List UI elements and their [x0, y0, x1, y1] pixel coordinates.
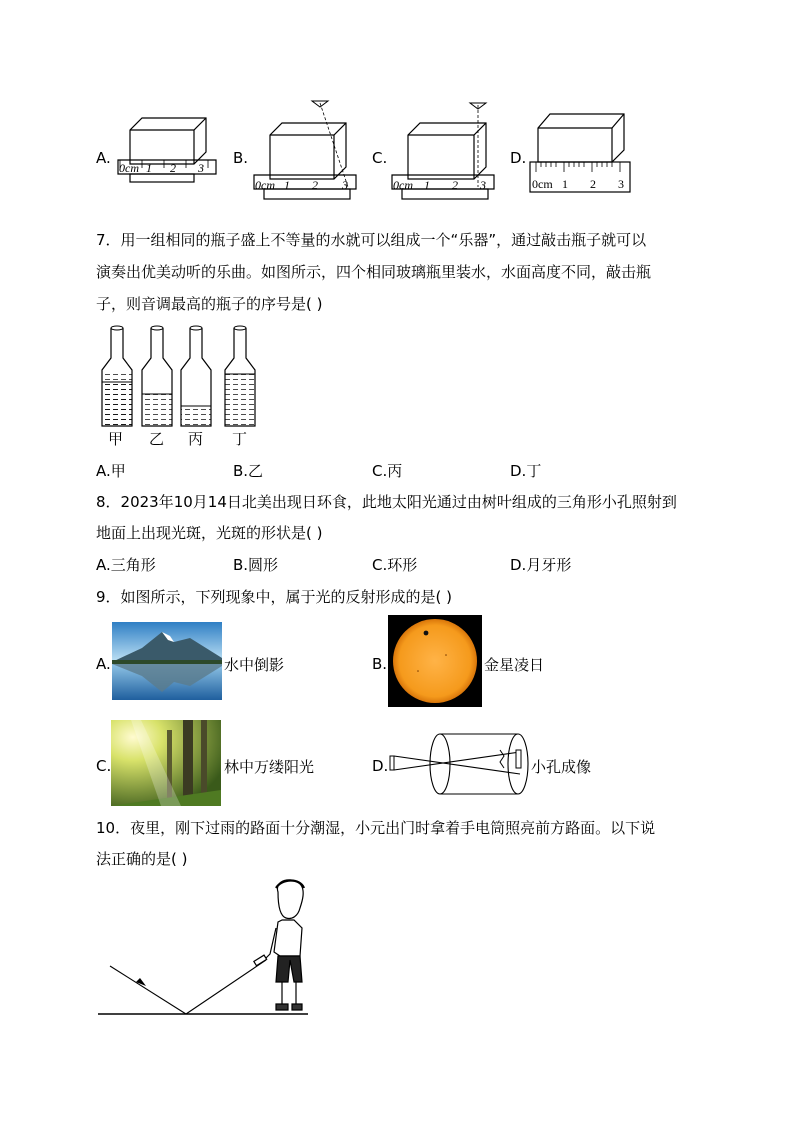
q6-c-tick-3: 3: [480, 178, 486, 192]
q8-stem-line2: 地面上出现光斑，光斑的形状是( ): [96, 524, 323, 542]
q9-image-venus-transit: [388, 615, 482, 707]
q9-option-c-label: C.: [96, 757, 112, 775]
q6-a-tick-1: 1: [146, 161, 152, 175]
q9-image-forest-light: [111, 720, 221, 806]
q6-c-tick-0: 0cm: [393, 178, 413, 192]
q7-stem-line1: 7．用一组相同的瓶子盛上不等量的水就可以组成一个“乐器”，通过敲击瓶子就可以: [96, 231, 647, 249]
bottle-label-yi: 乙: [149, 430, 165, 448]
q7-choice-d[interactable]: D.丁: [510, 462, 542, 480]
q6-d-tick-2: 2: [590, 177, 596, 191]
q6-option-d-label: D.: [510, 149, 527, 167]
q9-caption-c: 林中万缕阳光: [224, 758, 315, 776]
q6-b-tick-1: 1: [284, 178, 290, 192]
q6-figure-d: [526, 108, 636, 200]
q9-option-a-label: A.: [96, 655, 111, 673]
reflected-ray: [110, 966, 186, 1014]
q7-choice-b[interactable]: B.乙: [233, 462, 264, 480]
q6-b-tick-2: 2: [312, 178, 318, 192]
q6-a-tick-2: 2: [170, 161, 176, 175]
q6-c-tick-1: 1: [424, 178, 430, 192]
q6-a-tick-3: 3: [198, 161, 204, 175]
q9-caption-d: 小孔成像: [531, 758, 592, 776]
q9-image-pinhole-camera: [388, 730, 530, 802]
q8-choice-a[interactable]: A.三角形: [96, 556, 156, 574]
q8-choice-c[interactable]: C.环形: [372, 556, 418, 574]
q6-d-tick-1: 1: [562, 177, 568, 191]
q7-choice-c[interactable]: C.丙: [372, 462, 403, 480]
q6-b-tick-0: 0cm: [255, 178, 275, 192]
q8-choice-b[interactable]: B.圆形: [233, 556, 279, 574]
bottle-jia: [102, 326, 132, 426]
q7-bottles-figure: [96, 322, 266, 450]
q6-figure-b: [248, 95, 363, 215]
q6-option-c-label: C.: [372, 149, 388, 167]
q7-choice-a[interactable]: A.甲: [96, 462, 126, 480]
q9-option-d-label: D.: [372, 757, 389, 775]
person-with-flashlight: [254, 880, 304, 1010]
q6-c-tick-2: 2: [452, 178, 458, 192]
q9-caption-a: 水中倒影: [224, 656, 285, 674]
q6-d-tick-3: 3: [618, 177, 624, 191]
q7-stem-line2: 演奏出优美动听的乐曲。如图所示，四个相同玻璃瓶里装水，水面高度不同，敲击瓶: [96, 263, 652, 281]
q6-d-tick-0: 0cm: [532, 177, 553, 191]
q7-stem-line3: 子，则音调最高的瓶子的序号是( ): [96, 295, 323, 313]
bottle-ding: [225, 326, 255, 426]
q9-option-b-label: B.: [372, 655, 388, 673]
q9-image-reflection: [112, 622, 222, 700]
q6-b-tick-3: 3: [342, 178, 348, 192]
q9-caption-b: 金星凌日: [484, 656, 545, 674]
q6-figure-a: [112, 112, 222, 202]
q6-a-tick-0: 0cm: [119, 161, 139, 175]
bottle-label-jia: 甲: [108, 430, 124, 448]
reflected-ray-arrow: [136, 978, 146, 986]
q8-choice-d[interactable]: D.月牙形: [510, 556, 572, 574]
q10-stem-line2: 法正确的是( ): [96, 850, 188, 868]
q6-option-b-label: B.: [233, 149, 249, 167]
bottle-bing: [181, 326, 211, 426]
q6-option-a-label: A.: [96, 149, 111, 167]
q8-stem-line1: 8．2023年10月14日北美出现日环食，此地太阳光通过由树叶组成的三角形小孔照射到: [96, 493, 677, 511]
bottle-label-bing: 丙: [188, 430, 204, 448]
q6-figure-c: [386, 95, 501, 215]
q9-stem: 9．如图所示，下列现象中，属于光的反射形成的是( ): [96, 588, 453, 606]
q10-stem-line1: 10．夜里，刚下过雨的路面十分潮湿，小元出门时拿着手电筒照亮前方路面。以下说: [96, 819, 656, 837]
incident-ray: [186, 960, 266, 1014]
bottle-label-ding: 丁: [232, 430, 248, 448]
q10-figure: [96, 876, 316, 1021]
bottle-yi: [142, 326, 172, 426]
